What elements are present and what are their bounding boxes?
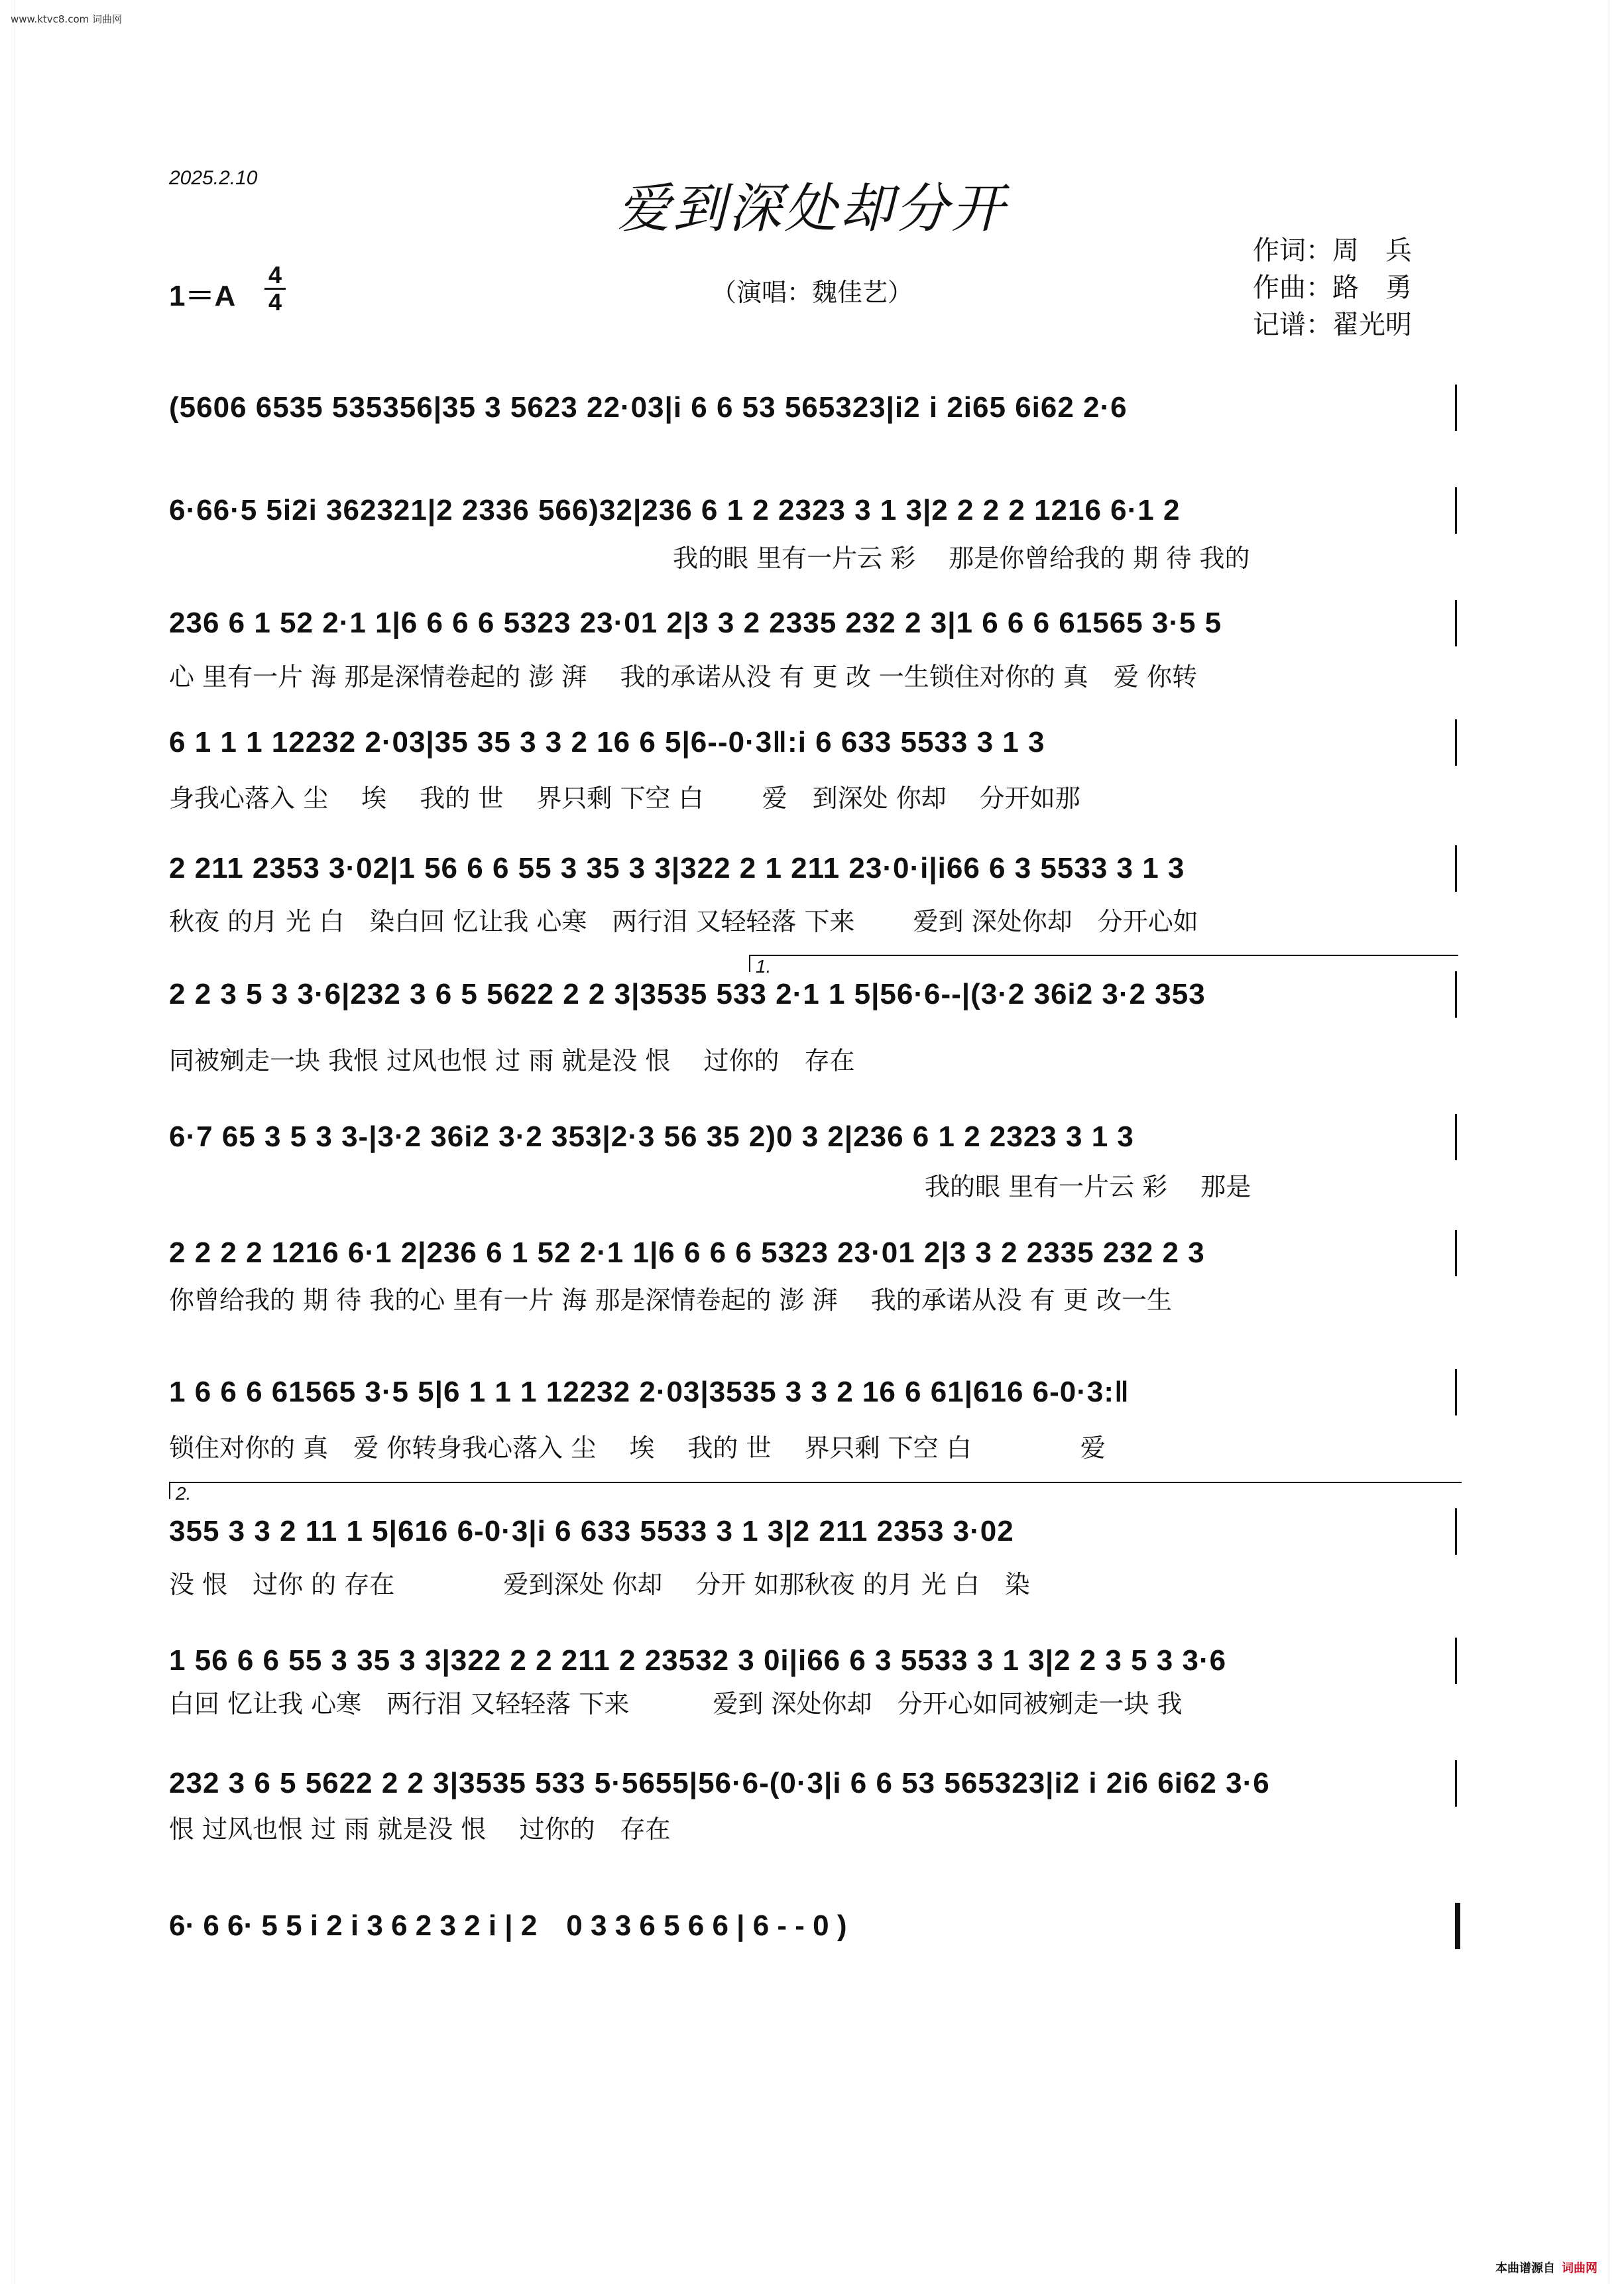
- lyrics-row: 同被剜走一块 我恨 过风也恨 过 雨 就是没 恨 过你的 存在: [169, 1046, 855, 1075]
- notation-row: 2 2 2 2 1216 6·1 2|236 6 1 52 2·1 1|6 6 6 6 5323 23·01 2|3 3 2 2335 232 2 3: [169, 1230, 1457, 1276]
- left-margin-strip: [0, 0, 15, 2284]
- lyrics-row: 心 里有一片 海 那是深情卷起的 澎 湃 我的承诺从没 有 更 改 一生锁住对你的 真 爱 你转: [169, 662, 1197, 691]
- site-url: www.ktvc8.com 词曲网: [11, 13, 123, 25]
- lyrics-row: 我的眼 里有一片云 彩 那是你曾给我的 期 待 我的: [169, 544, 1250, 573]
- singer: （演唱：魏佳艺）: [711, 278, 913, 307]
- notation-row: 2 211 2353 3·02|1 56 6 6 55 3 35 3 3|322 2 1 211 23·0·i|i66 6 3 5533 3 1 3: [169, 845, 1457, 892]
- date-label: 2025.2.10: [169, 167, 258, 189]
- meter-bottom: 4: [268, 288, 282, 316]
- source-logo: [1495, 2259, 1597, 2276]
- notation-row: 6 1 1 1 12232 2·03|35 35 3 3 2 16 6 5|6--0·3‖:i 6 633 5533 3 1 3: [169, 719, 1457, 766]
- notation-row: 1 6 6 6 61565 3·5 5|6 1 1 1 12232 2·03|3535 3 3 2 16 6 61|616 6-0·3:‖: [169, 1369, 1457, 1415]
- volta-2: 2.: [169, 1482, 1462, 1499]
- lyrics-row: 你曾给我的 期 待 我的心 里有一片 海 那是深情卷起的 澎 湃 我的承诺从没 有 更 改一生: [169, 1286, 1172, 1315]
- logo-brand: 词曲网: [1562, 2261, 1597, 2275]
- notation-row: 6·7 65 3 5 3 3-|3·2 36i2 3·2 353|2·3 56 35 2)0 3 2|236 6 1 2 2323 3 1 3: [169, 1114, 1457, 1160]
- song-title: 爱到深处却分开: [617, 178, 1007, 239]
- lyrics-row: 身我心落入 尘 埃 我的 世 界只剩 下空 白 爱 到深处 你却 分开如那: [169, 784, 1080, 813]
- lyrics-row: 锁住对你的 真 爱 你转身我心落入 尘 埃 我的 世 界只剩 下空 白 爱: [169, 1433, 1106, 1463]
- lyrics-row: 我的眼 里有一片云 彩 那是: [169, 1172, 1251, 1201]
- meter-top: 4: [268, 261, 282, 288]
- lyrics-row: 恨 过风也恨 过 雨 就是没 恨 过你的 存在: [169, 1815, 671, 1844]
- transcriber: 记谱：翟光明: [1253, 310, 1412, 340]
- right-margin-strip: [1609, 0, 1624, 2284]
- notation-row: 6·66·5 5i2i 362321|2 2336 566)32|236 6 1 2 2323 3 1 3|2 2 2 2 1216 6·1 2: [169, 487, 1457, 534]
- notation-row: (5606 6535 535356|35 3 5623 22·03|i 6 6 53 565323|i2 i 2i65 6i62 2·6: [169, 385, 1457, 431]
- notation-row: 2 2 3 5 3 3·6|232 3 6 5 5622 2 2 3|3535 533 2·1 1 5|56·6--|(3·2 36i2 3·2 353: [169, 971, 1457, 1018]
- key-signature: 1＝A: [169, 280, 236, 312]
- lyrics-row: 秋夜 的月 光 白 染白回 忆让我 心寒 两行泪 又轻轻落 下来 爱到 深处你却 分开心如: [169, 907, 1198, 936]
- logo-text: 本曲谱源自: [1495, 2261, 1555, 2275]
- notation-row: 1 56 6 6 55 3 35 3 3|322 2 2 211 2 23532 3 0i|i66 6 3 5533 3 1 3|2 2 3 5 3 3·6: [169, 1638, 1457, 1684]
- composer: 作曲：路 勇: [1253, 272, 1412, 303]
- volta-1: 1.: [749, 955, 1458, 972]
- notation-row: 232 3 6 5 5622 2 2 3|3535 533 5·5655|56·6-(0·3|i 6 6 53 565323|i2 i 2i6 6i62 3·6: [169, 1760, 1457, 1807]
- final-notation-row: 6· 6 6· 5 5 i 2 i 3 6 2 3 2 i | 2 0 3 3 6 5 6 6 | 6 - - 0 ): [169, 1903, 1460, 1949]
- lyrics-row: 没 恨 过你 的 存在 爱到深处 你却 分开 如那秋夜 的月 光 白 染: [169, 1570, 1030, 1599]
- lyricist: 作词：周 兵: [1253, 235, 1412, 266]
- notation-row: 355 3 3 2 11 1 5|616 6-0·3|i 6 633 5533 3 1 3|2 211 2353 3·02: [169, 1508, 1457, 1555]
- notation-row: 236 6 1 52 2·1 1|6 6 6 6 5323 23·01 2|3 3 2 2335 232 2 3|1 6 6 6 61565 3·5 5: [169, 600, 1457, 646]
- lyrics-row: 白回 忆让我 心寒 两行泪 又轻轻落 下来 爱到 深处你却 分开心如同被剜走一块 我: [169, 1689, 1183, 1718]
